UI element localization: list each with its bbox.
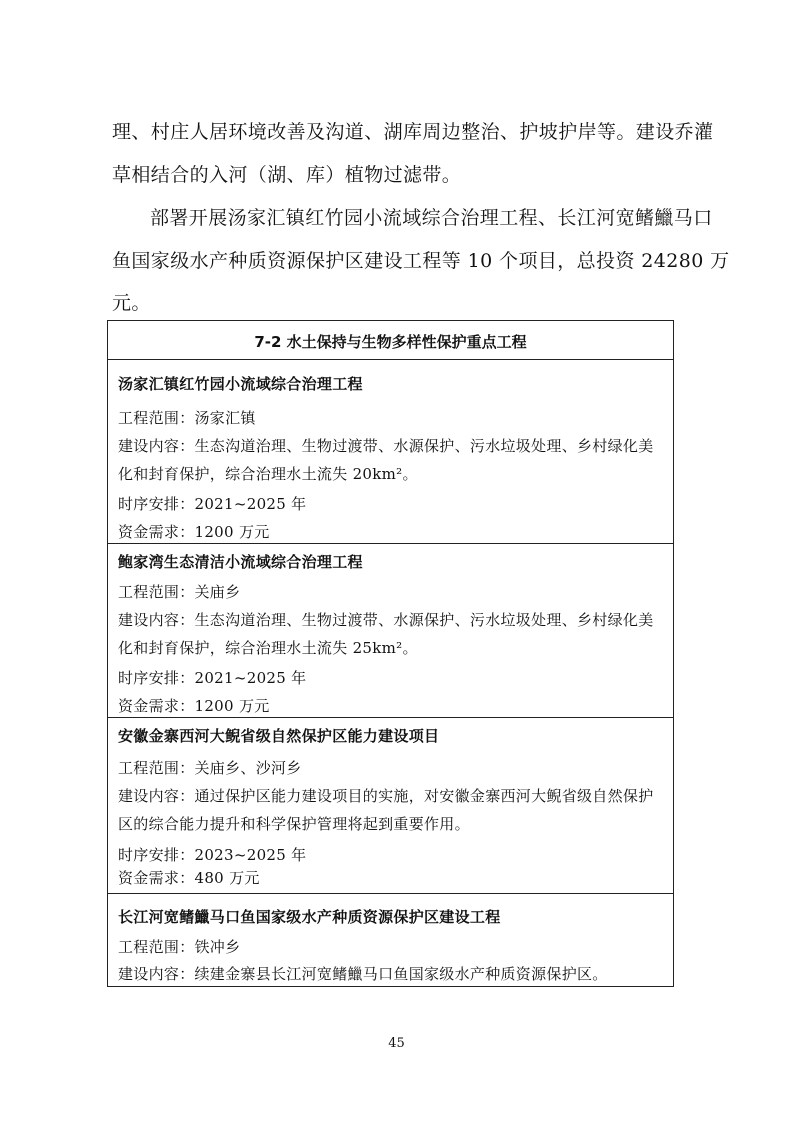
project-schedule: 时序安排：2021~2025 年 [118,495,307,513]
paragraph-line: 草相结合的入河（湖、库）植物过滤带。 [112,164,462,186]
project-funds: 资金需求：480 万元 [118,869,260,887]
divider [108,543,673,544]
project-funds: 资金需求：1200 万元 [118,697,270,715]
project-title: 鲍家湾生态清洁小流域综合治理工程 [118,553,363,571]
divider [108,359,673,360]
project-content: 化和封育保护，综合治理水土流失 25km²。 [118,639,418,657]
project-content: 区的综合能力提升和科学保护管理将起到重要作用。 [118,815,470,833]
paragraph-line: 理、村庄人居环境改善及沟道、湖库周边整治、护坡护岸等。建设乔灌 [112,121,714,143]
project-scope: 工程范围：关庙乡 [118,583,241,601]
project-schedule: 时序安排：2021~2025 年 [118,669,307,687]
project-content: 建设内容：续建金寨县长江河宽鳍鱲马口鱼国家级水产种质资源保护区。 [118,965,608,983]
divider [108,893,673,894]
project-title: 安徽金寨西河大鲵省级自然保护区能力建设项目 [118,727,440,745]
table-caption: 7-2 水土保持与生物多样性保护重点工程 [254,333,527,351]
project-content: 化和封育保护，综合治理水土流失 20km²。 [118,465,418,483]
paragraph-line: 部署开展汤家汇镇红竹园小流域综合治理工程、长江河宽鳍鱲马口 [150,207,713,229]
paragraph-line: 元。 [112,292,151,314]
project-funds: 资金需求：1200 万元 [118,523,270,541]
project-content: 建设内容：通过保护区能力建设项目的实施，对安徽金寨西河大鲵省级自然保护 [118,787,654,805]
project-title: 汤家汇镇红竹园小流域综合治理工程 [118,375,363,393]
project-scope: 工程范围：关庙乡、沙河乡 [118,759,302,777]
project-table [107,320,674,987]
project-content: 建设内容：生态沟道治理、生物过渡带、水源保护、污水垃圾处理、乡村绿化美 [118,437,654,455]
project-scope: 工程范围：汤家汇镇 [118,409,256,427]
project-title: 长江河宽鳍鱲马口鱼国家级水产种质资源保护区建设工程 [118,908,501,926]
paragraph-line: 鱼国家级水产种质资源保护区建设工程等 10 个项目，总投资 24280 万 [112,250,730,272]
project-content: 建设内容：生态沟道治理、生物过渡带、水源保护、污水垃圾处理、乡村绿化美 [118,611,654,629]
page-number: 45 [388,1036,405,1051]
divider [108,717,673,718]
project-schedule: 时序安排：2023~2025 年 [118,846,307,864]
project-scope: 工程范围：铁冲乡 [118,938,241,956]
